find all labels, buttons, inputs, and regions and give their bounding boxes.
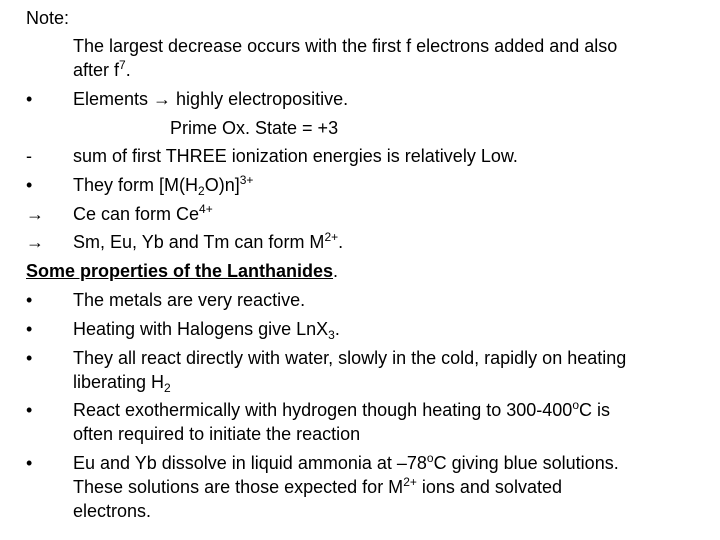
bullet-dot: • [26,175,33,195]
property-line-5 [0,451,720,475]
property-line-5c [0,499,720,523]
property-line-3b [0,370,720,394]
property-line-3 [0,346,720,370]
note-text-8: Sm, Eu, Yb and Tm can form $M^{2+}$. [73,230,344,252]
property-text-1: The metals are very reactive. [73,290,306,310]
note-text-5: sum of first THREE ionization energies is relatively Low. [73,146,518,166]
property-text-3: They all react directly with water, slowly in the cold, rapidly on heating [73,348,627,368]
section-heading-line [0,259,720,283]
bullet-dot: • [26,89,33,109]
note-text-3: Elements → highly electropositive. [73,89,349,109]
property-line-2 [0,317,720,341]
bullet-dot: • [26,290,33,310]
note-label: Note: [26,8,70,28]
note-line-5 [0,144,720,168]
bullet-dot: • [26,348,33,368]
note-text-2: after $f^7$. [73,58,131,80]
note-text-4: Prime Ox. State = +3 [170,118,339,138]
bullet-dot: • [26,400,33,420]
bullet-arrow-icon: → [26,232,44,252]
property-line-1 [0,288,720,312]
bullet-dot: • [26,319,33,339]
section-heading: Some properties of the Lanthanides. [26,261,339,281]
property-line-4b [0,422,720,446]
note-heading-line [0,6,720,30]
note-line-1 [0,34,720,58]
note-text-1: The largest decrease occurs with the first f electrons added and also [73,36,618,56]
note-line-6 [0,173,720,197]
property-line-5b [0,475,720,499]
bullet-dot: • [26,453,33,473]
bullet-arrow-icon: → [26,204,44,224]
arrow-icon: → [153,89,172,109]
bullet-dash: - [26,146,32,166]
property-text-4b: often required to initiate the reaction [73,424,361,444]
note-line-8 [0,230,720,254]
note-line-2 [0,58,720,82]
note-line-3 [0,87,720,111]
note-line-4 [0,116,720,140]
property-text-3b: liberating $H_2$ [73,372,171,395]
property-text-2: Heating with Halogens give LnX$_3$. [73,319,340,342]
property-text-4: React exothermically with hydrogen though heating to 300-400$^o$C is [73,398,611,420]
property-text-5c: electrons. [73,501,152,521]
property-text-5: Eu and Yb dissolve in liquid ammonia at –78$^o$C giving blue solutions. [73,451,619,473]
note-text-7: Ce can form $Ce^{4+}$ [73,202,213,224]
note-line-7 [0,202,720,226]
note-text-6: They form $[M(H_2O)n]^{3+}$ [73,173,254,198]
property-text-5b: These solutions are those expected for $M^{2+}$ ions and solvated [73,475,562,497]
property-line-4 [0,398,720,422]
